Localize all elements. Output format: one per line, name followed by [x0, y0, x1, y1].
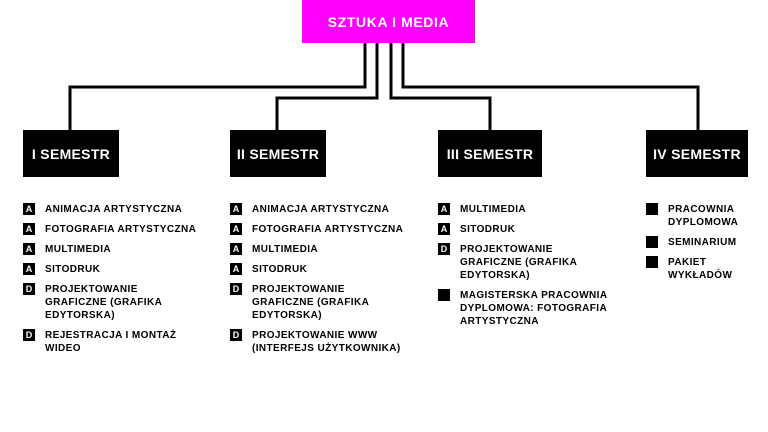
course-name-line: WIDEO [45, 343, 81, 354]
course-name-line: FOTOGRAFIA ARTYSTYCZNA [252, 224, 404, 235]
course-name [252, 223, 403, 236]
course-item [23, 223, 196, 236]
course-item [438, 223, 607, 236]
root-node [302, 0, 475, 43]
course-name-line: DYPLOMOWA: FOTOGRAFIA [460, 303, 608, 314]
course-type-badge: A [230, 263, 242, 275]
course-name [45, 283, 162, 322]
course-name [252, 243, 318, 256]
course-name-line: ANIMACJA ARTYSTYCZNA [252, 204, 390, 215]
semester-1-course-list [23, 203, 196, 362]
course-name-line: PRACOWNIA [668, 204, 735, 215]
course-name-line: PROJEKTOWANIE WWW [252, 330, 378, 341]
course-name-line: PAKIET [668, 257, 707, 268]
course-item [23, 263, 196, 276]
course-item [230, 203, 403, 216]
course-name-line: WYKŁADÓW [668, 270, 733, 281]
course-name [252, 283, 369, 322]
connector-semester-1 [70, 43, 365, 130]
course-item [646, 236, 738, 249]
course-type-badge: D [230, 283, 242, 295]
semester-4-course-list [646, 203, 738, 289]
course-item [230, 223, 403, 236]
course-name-line: GRAFICZNE (GRAFIKA [252, 297, 370, 308]
course-type-badge: A [438, 203, 450, 215]
semester-2-box [230, 130, 326, 177]
course-name [45, 329, 176, 355]
course-type-badge: A [230, 243, 242, 255]
semester-1-label: I SEMESTR [31, 145, 111, 162]
course-square-icon [438, 289, 450, 301]
course-name-line: EDYTORSKA) [45, 310, 115, 321]
course-name-line: EDYTORSKA) [252, 310, 322, 321]
course-name-line: MULTIMEDIA [45, 244, 112, 255]
course-name-line: SITODRUK [45, 264, 101, 275]
course-type-badge: A [230, 203, 242, 215]
course-type-badge: D [23, 329, 35, 341]
semester-2-label: II SEMESTR [236, 145, 320, 162]
course-type-badge: D [438, 243, 450, 255]
course-name [668, 256, 732, 282]
course-item [438, 243, 607, 282]
course-name [252, 263, 307, 276]
course-name [252, 329, 401, 355]
course-name [668, 236, 736, 249]
course-type-badge: A [23, 223, 35, 235]
course-name [252, 203, 389, 216]
course-item [230, 283, 403, 322]
course-item [230, 243, 403, 256]
course-name-line: SEMINARIUM [668, 237, 737, 248]
course-type-badge: A [438, 223, 450, 235]
course-name-line: GRAFICZNE (GRAFIKA [45, 297, 163, 308]
course-name-line: (INTERFEJS UŻYTKOWNIKA) [252, 343, 401, 354]
course-type-badge: D [23, 283, 35, 295]
course-item [23, 243, 196, 256]
course-name-line: MULTIMEDIA [460, 204, 527, 215]
course-item [438, 203, 607, 216]
root-label: SZTUKA I MEDIA [327, 13, 450, 30]
semester-3-box [438, 130, 542, 177]
course-name [45, 263, 100, 276]
course-item [23, 203, 196, 216]
course-square-icon [646, 256, 658, 268]
course-name [460, 203, 526, 216]
semester-2-course-list [230, 203, 403, 362]
course-square-icon [646, 203, 658, 215]
semester-1-box [23, 130, 119, 177]
course-name-line: SITODRUK [252, 264, 308, 275]
semester-4-box [646, 130, 748, 177]
course-name [45, 203, 182, 216]
course-name [45, 243, 111, 256]
semester-3-course-list [438, 203, 607, 335]
course-name-line: MAGISTERSKA PRACOWNIA [460, 290, 608, 301]
course-name-line: DYPLOMOWA [668, 217, 739, 228]
course-name [460, 289, 607, 328]
course-name-line: GRAFICZNE (GRAFIKA [460, 257, 578, 268]
course-name [460, 243, 577, 282]
course-name-line: ARTYSTYCZNA [460, 316, 539, 327]
course-name [460, 223, 515, 236]
course-square-icon [646, 236, 658, 248]
semester-3-label: III SEMESTR [446, 145, 534, 162]
course-item [438, 289, 607, 328]
course-item [646, 256, 738, 282]
course-item [230, 329, 403, 355]
course-type-badge: A [23, 243, 35, 255]
course-name-line: ANIMACJA ARTYSTYCZNA [45, 204, 183, 215]
course-type-badge: A [23, 263, 35, 275]
semester-4-label: IV SEMESTR [653, 145, 741, 162]
course-name-line: SITODRUK [460, 224, 516, 235]
connector-semester-4 [403, 43, 698, 130]
course-name-line: PROJEKTOWANIE [460, 244, 553, 255]
course-name-line: PROJEKTOWANIE [45, 284, 138, 295]
course-name [45, 223, 196, 236]
course-name-line: EDYTORSKA) [460, 270, 530, 281]
course-type-badge: A [230, 223, 242, 235]
course-type-badge: A [23, 203, 35, 215]
course-type-badge: D [230, 329, 242, 341]
course-item [646, 203, 738, 229]
course-item [23, 329, 196, 355]
course-name-line: MULTIMEDIA [252, 244, 319, 255]
course-name-line: REJESTRACJA I MONTAŻ [45, 330, 177, 341]
course-name [668, 203, 738, 229]
course-name-line: FOTOGRAFIA ARTYSTYCZNA [45, 224, 197, 235]
course-item [23, 283, 196, 322]
course-item [230, 263, 403, 276]
course-name-line: PROJEKTOWANIE [252, 284, 345, 295]
